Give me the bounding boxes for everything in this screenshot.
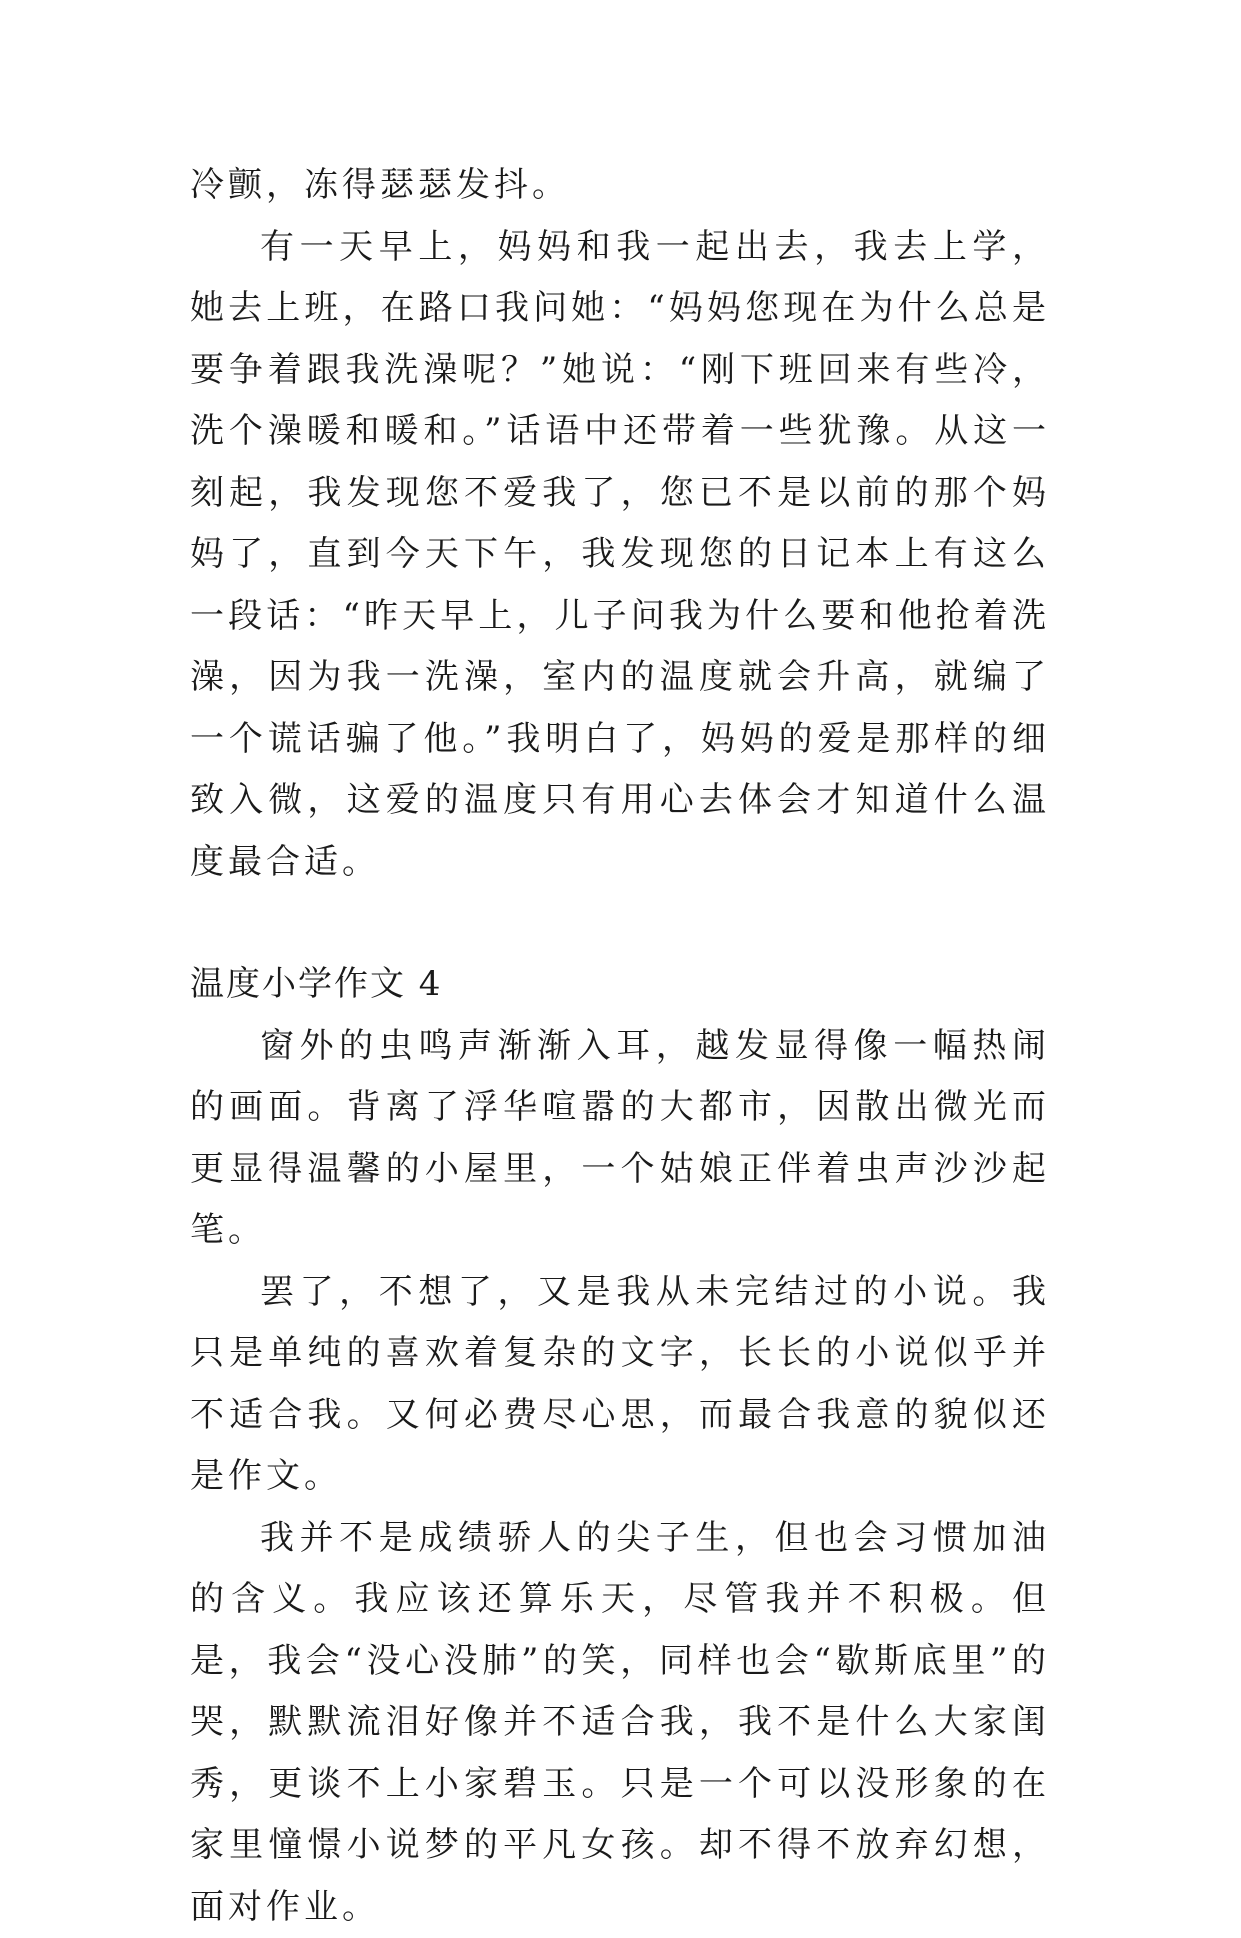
paragraph-insect-chirping: 窗外的虫鸣声渐渐入耳，越发显得像一幅热闹的画面。背离了浮华喧嚣的大都市，因散出微光而更显得温馨的小屋里，一个姑娘正伴着虫声沙沙起笔。 — [190, 1016, 1050, 1262]
document-body — [190, 155, 1050, 1938]
paragraph-unfinished-novel: 罢了，不想了，又是我从未完结过的小说。我只是单纯的喜欢着复杂的文字，长长的小说似乎并不适合我。又何必费尽心思，而最合我意的貌似还是作文。 — [190, 1262, 1050, 1508]
essay-heading: 温度小学作文 4 — [190, 954, 1050, 1016]
paragraph-ordinary-girl: 我并不是成绩骄人的尖子生，但也会习惯加油的含义。我应该还算乐天，尽管我并不积极。但是，我会“没心没肺”的笑，同样也会“歇斯底里”的哭，默默流泪好像并不适合我，我不是什么大家闺秀，更谈不上小家碧玉。只是一个可以没形象的在家里憧憬小说梦的平凡女孩。却不得不放弃幻想，面对作业。 — [190, 1508, 1050, 1938]
paragraph-continued: 冷颤，冻得瑟瑟发抖。 — [190, 155, 1050, 217]
paragraph-mother-bath-story: 有一天早上，妈妈和我一起出去，我去上学，她去上班，在路口我问她：“妈妈您现在为什么总是要争着跟我洗澡呢？”她说：“刚下班回来有些冷，洗个澡暖和暖和。”话语中还带着一些犹豫。从这一刻起，我发现您不爱我了，您已不是以前的那个妈妈了，直到今天下午，我发现您的日记本上有这么一段话：“昨天早上，儿子问我为什么要和他抢着洗澡，因为我一洗澡，室内的温度就会升高，就编了一个谎话骗了他。”我明白了，妈妈的爱是那样的细致入微，这爱的温度只有用心去体会才知道什么温度最合适。 — [190, 217, 1050, 894]
